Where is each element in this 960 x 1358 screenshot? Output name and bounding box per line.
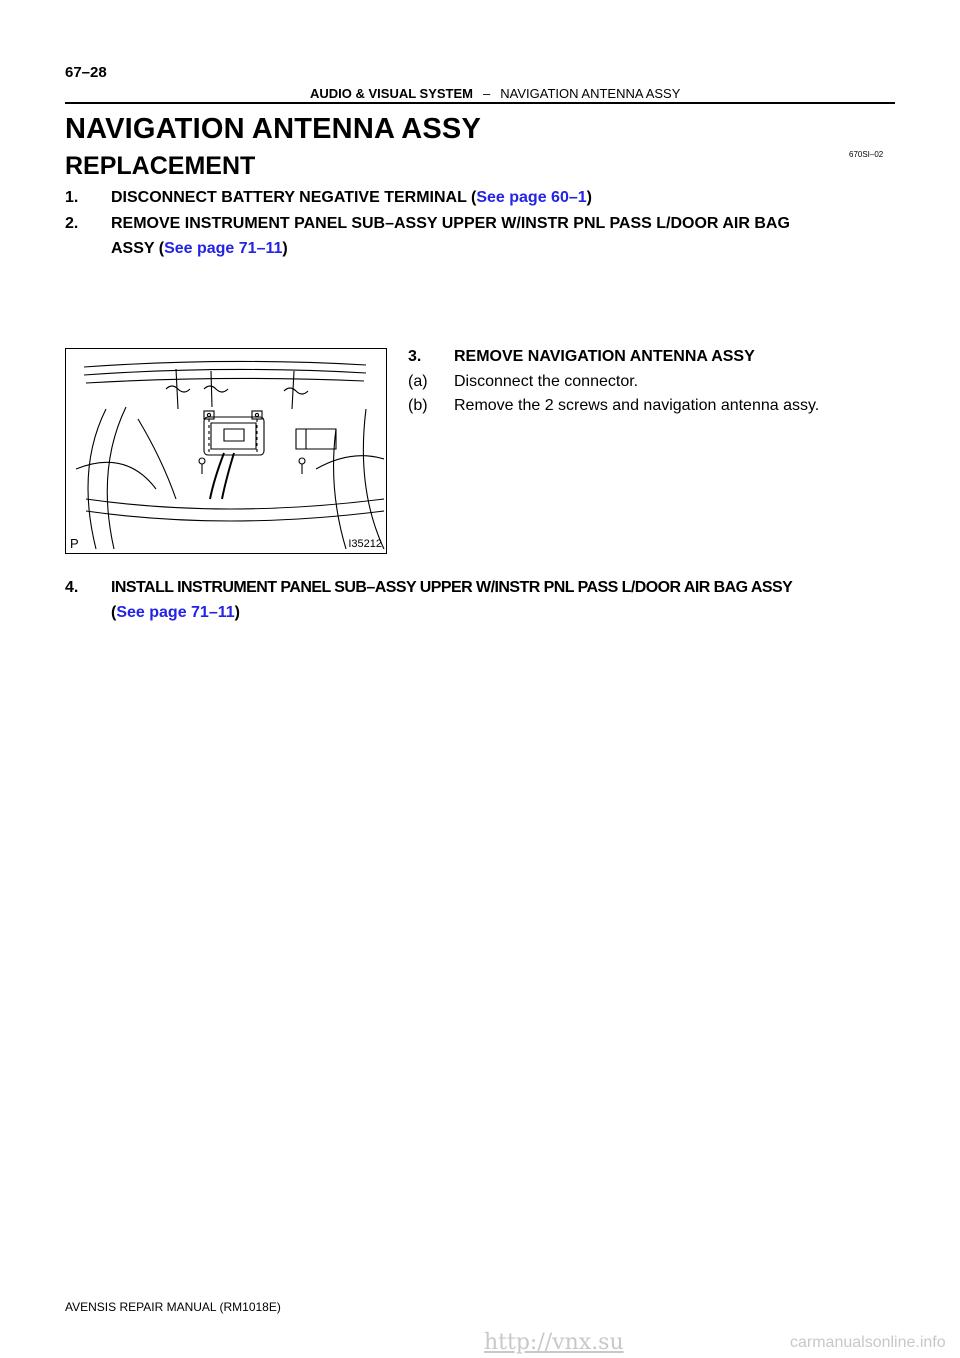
watermark-link[interactable]: http://vnx.su: [484, 1330, 624, 1355]
step-text-continued: [111, 601, 240, 625]
watermark-text: carmanualsonline.info: [790, 1334, 946, 1351]
step-number: 3.: [408, 348, 422, 365]
step-text: INSTALL INSTRUMENT PANEL SUB–ASSY UPPER W/INSTR PNL PASS L/DOOR AIR BAG ASSY: [111, 579, 793, 596]
substep-text: Remove the 2 screws and navigation antenna assy.: [454, 397, 820, 414]
step-number: 4.: [65, 579, 79, 596]
figure-corner-label: P: [70, 536, 79, 551]
step-text-continued: [111, 237, 288, 261]
step-text-tail: ): [234, 604, 240, 621]
footer-manual-name: AVENSIS REPAIR MANUAL (RM1018E): [65, 1300, 281, 1314]
step-number: 1.: [65, 189, 79, 206]
substep-number: (a): [408, 373, 428, 390]
doc-id: 670SI–02: [849, 150, 884, 159]
step-text-main: DISCONNECT BATTERY NEGATIVE TERMINAL (: [111, 189, 477, 206]
step-text: REMOVE INSTRUMENT PANEL SUB–ASSY UPPER W/INSTR PNL PASS L/DOOR AIR BAG: [111, 215, 790, 232]
step-text-tail: ): [282, 240, 288, 257]
step-4: [65, 576, 895, 626]
step-3: [408, 345, 908, 369]
header-section: AUDIO & VISUAL SYSTEM: [310, 86, 474, 101]
substep-text: Disconnect the connector.: [454, 373, 639, 390]
illustration-figure: [65, 348, 387, 554]
see-page-link[interactable]: See page 71–11: [164, 240, 283, 257]
figure-id: I35212: [348, 538, 382, 550]
header-topic: NAVIGATION ANTENNA ASSY: [500, 86, 681, 101]
step-1: [65, 186, 895, 210]
step-text: [111, 186, 592, 210]
step-text: REMOVE NAVIGATION ANTENNA ASSY: [454, 348, 755, 365]
antenna-illustration: [66, 349, 385, 552]
page-title: NAVIGATION ANTENNA ASSY: [65, 113, 481, 145]
step-text-main: (: [111, 604, 117, 621]
page-number: 67–28: [65, 64, 107, 81]
header-separator: –: [483, 86, 491, 101]
step-text-tail: ): [586, 189, 592, 206]
page-subtitle: REPLACEMENT: [65, 152, 256, 180]
see-page-link[interactable]: See page 60–1: [476, 189, 587, 206]
see-page-link[interactable]: See page 71–11: [116, 604, 235, 621]
step-number: 2.: [65, 215, 79, 232]
substep-b: [408, 394, 908, 418]
substep-a: [408, 370, 908, 394]
running-header: [310, 86, 680, 101]
step-text-main: ASSY (: [111, 240, 165, 257]
step-2: [65, 212, 895, 262]
header-rule: [65, 102, 895, 104]
substep-number: (b): [408, 397, 428, 414]
